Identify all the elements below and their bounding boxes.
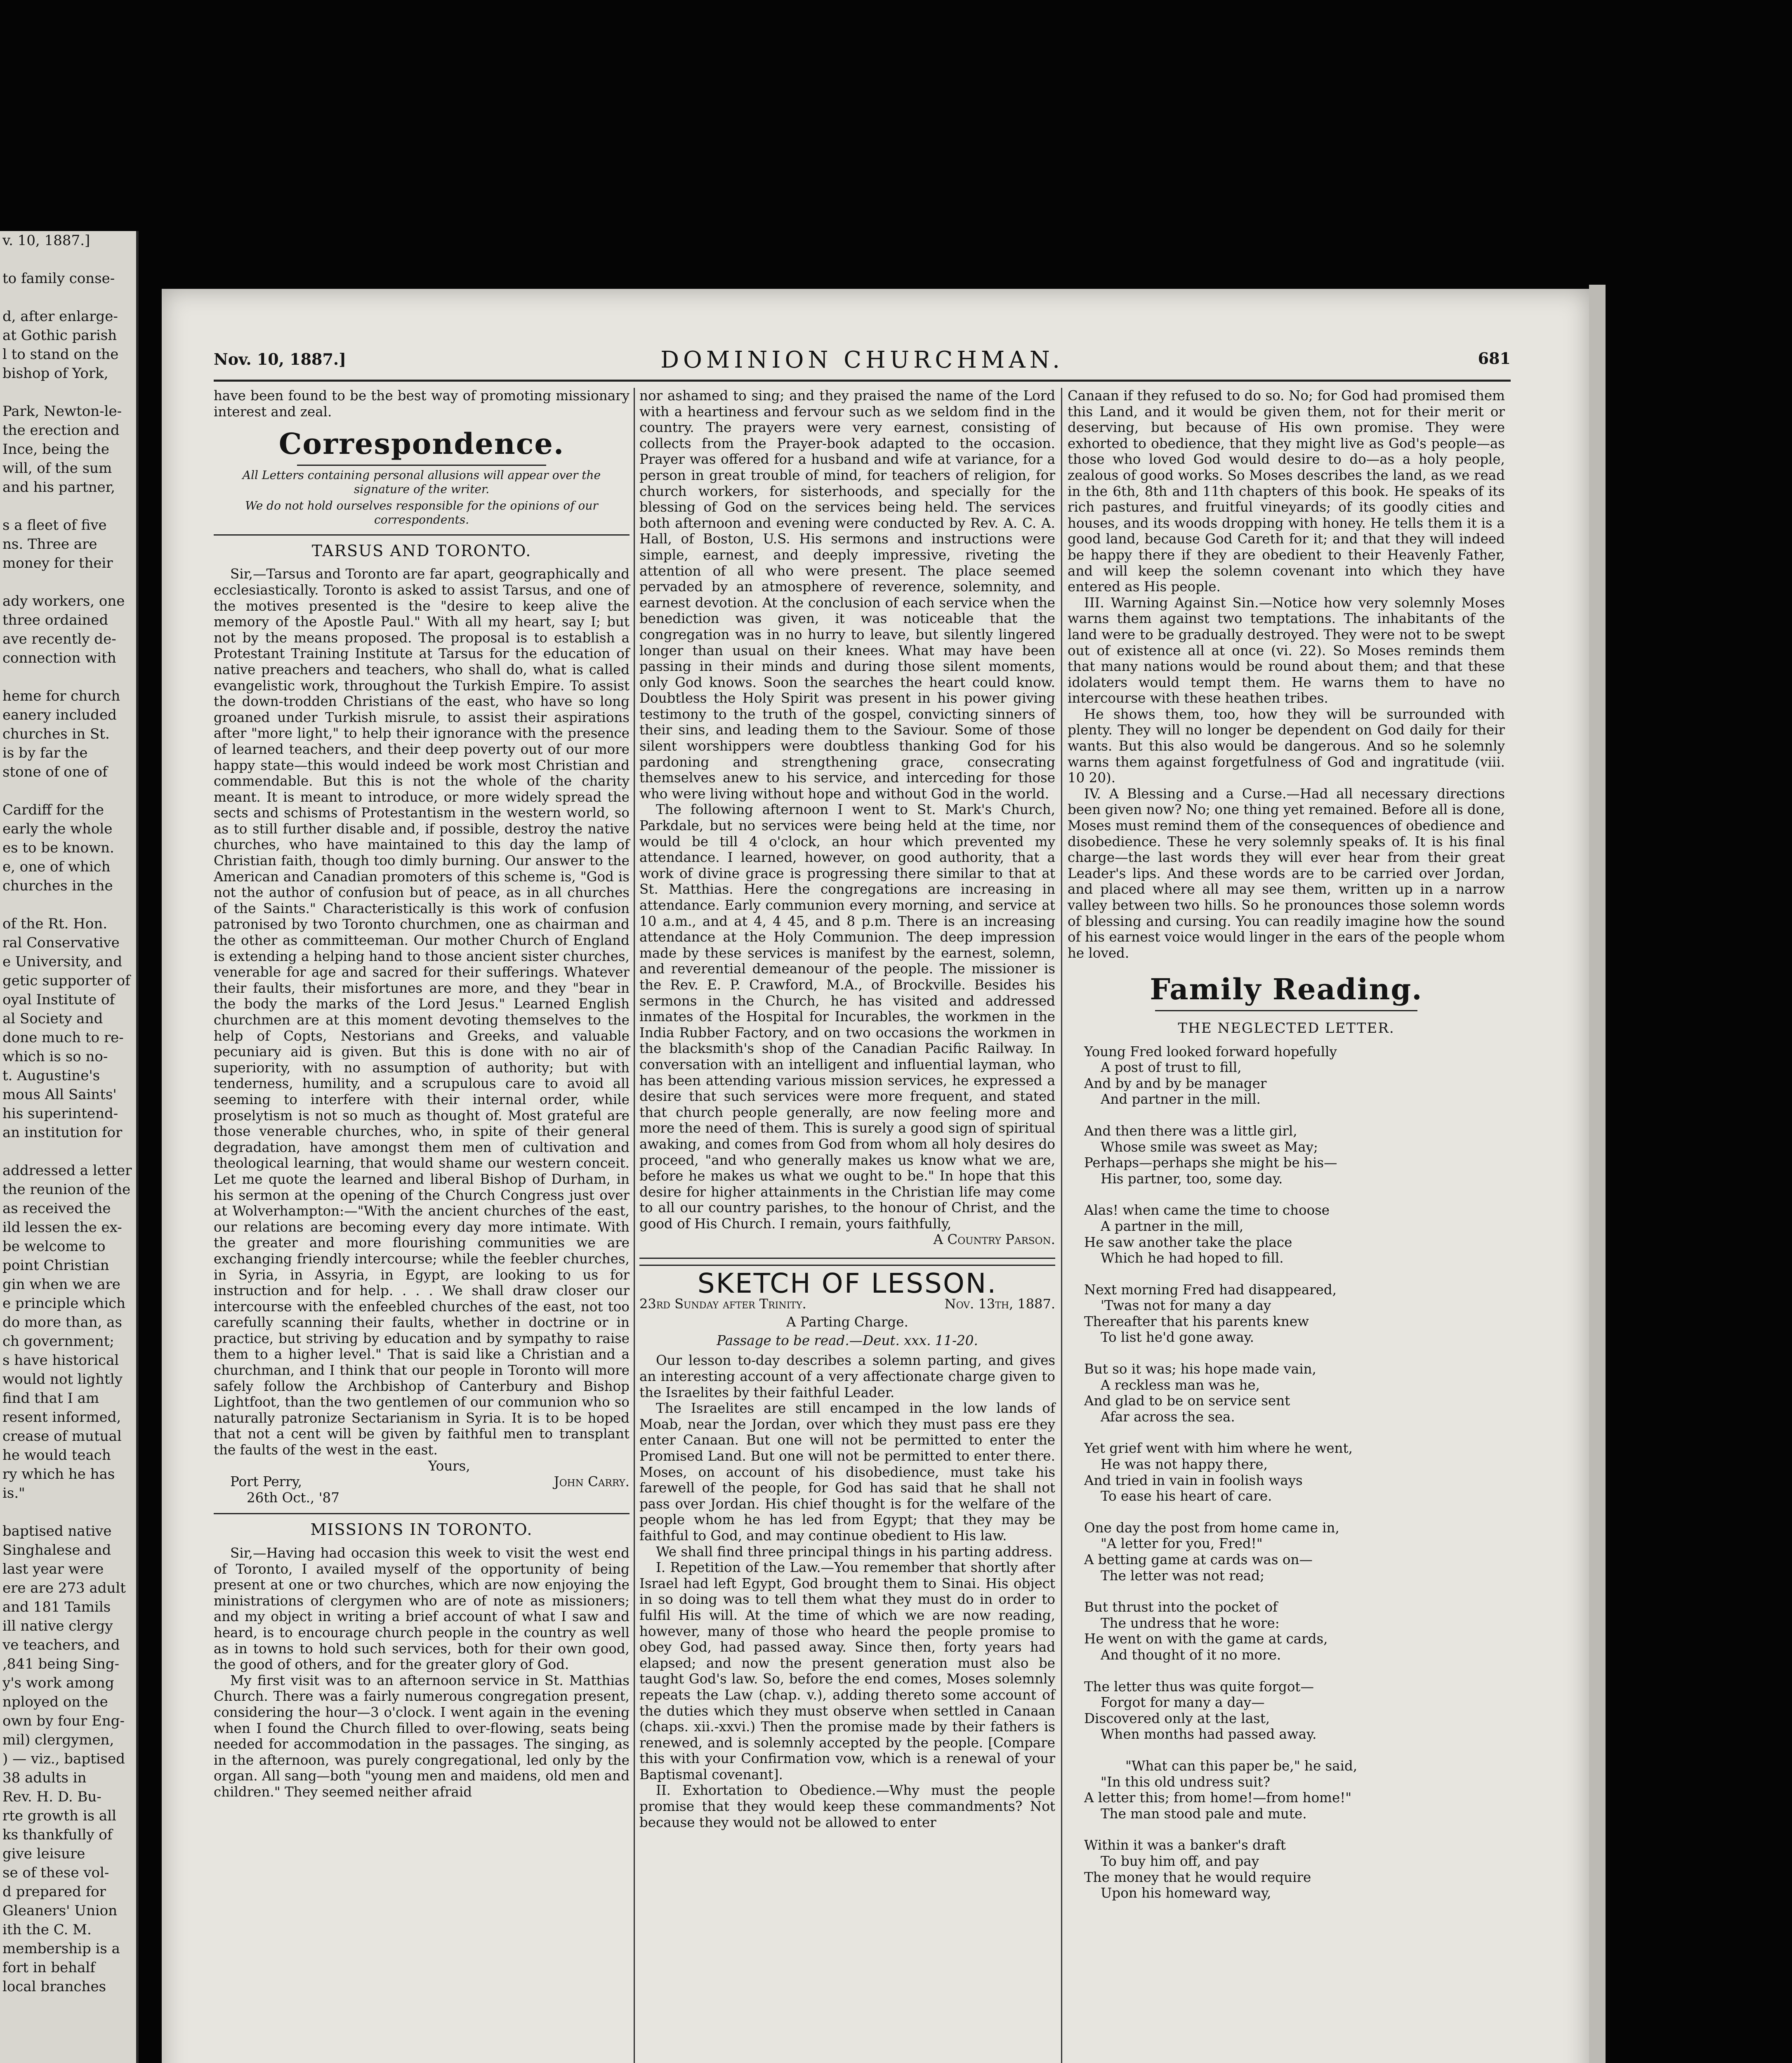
poem-line: Upon his homeward way, xyxy=(1101,1885,1271,1901)
text-fragment: e, one of which xyxy=(2,859,111,875)
text-fragment: of the Rt. Hon. xyxy=(2,916,108,932)
text-fragment: his superintend- xyxy=(2,1105,118,1122)
column-3 xyxy=(1068,388,1505,1901)
poem-line: And partner in the mill. xyxy=(1101,1091,1261,1107)
letter-date: 26th Oct., '87 xyxy=(247,1489,340,1506)
text-fragment: getic supporter of xyxy=(2,972,130,989)
fragment-gap xyxy=(0,1142,136,1161)
text-fragment: l to stand on the xyxy=(2,346,119,363)
text-fragment: ) — viz., baptised xyxy=(2,1751,125,1767)
newspaper-page xyxy=(162,289,1589,2063)
fragment-gap xyxy=(0,895,136,914)
lesson-text: Canaan if they refused to do so. No; for God had promised them this Land, and it would be given them, not for their merit or deserving, but because of His own promise. They were exhorted to obedience, that they might live as God's people—as those who loved God would desire to do—as a holy people, zealous of good works. So Moses describes the land, as we read in the 6th, 8th and 11th chapters of this book. He speaks of its rich pastures, and fruitful vineyards; of its goodly cities and houses, and its woods dropping with honey. He tells them it is a good land, because God Careth for it; and that they will indeed be happy there if they are obedient to their Heavenly Father, and will keep the solemn covenant into which they have entered as His people. xyxy=(1068,388,1505,595)
text-fragment: early the whole xyxy=(2,821,113,837)
text-fragment: ve teachers, and xyxy=(2,1637,120,1653)
editor-note: We do not hold ourselves responsible for the opinions of our correspondents. xyxy=(245,498,598,526)
text-fragment: done much to re- xyxy=(2,1029,124,1046)
text-fragment: heme for church xyxy=(2,688,120,704)
poem-line: And thought of it no more. xyxy=(1101,1647,1281,1663)
text-fragment: churches in St. xyxy=(2,726,110,742)
poem-line: And then there was a little girl, xyxy=(1084,1123,1297,1139)
separator xyxy=(214,1513,630,1514)
poem-line: "What can this paper be," he said, xyxy=(1125,1758,1358,1774)
text-fragment: Park, Newton-le- xyxy=(2,403,122,420)
text-fragment: is." xyxy=(2,1485,25,1501)
text-fragment: bishop of York, xyxy=(2,365,108,382)
family-reading-heading: Family Reading. xyxy=(1150,972,1423,1007)
text-fragment: d prepared for xyxy=(2,1884,106,1900)
text-fragment: ns. Three are xyxy=(2,536,97,552)
poem-line: He saw another take the place xyxy=(1084,1234,1292,1250)
text-fragment: will, of the sum xyxy=(2,460,112,477)
poem-line: A betting game at cards was on— xyxy=(1084,1552,1313,1567)
heading-underline xyxy=(297,465,547,466)
text-fragment: give leisure xyxy=(2,1846,85,1862)
poem-line: Young Fred looked forward hopefully xyxy=(1084,1043,1337,1060)
poem-line: He went on with the game at cards, xyxy=(1084,1631,1328,1647)
fragment-gap xyxy=(0,1503,136,1522)
lesson-text: IV. A Blessing and a Curse.—Had all necessary directions been given now? No; one thing yet remained. Before all is done, Moses must remind them of the consequences of obedience and disobedience. These he very solemnly speaks of. It is his final charge—the last words they will ever hear from their great Leader's lips. And these words are to be carried over Jordan, and placed where all may see them, written up in a narrow valley between two hills. So he pronounces those solemn words of blessing and cursing. You can readily imagine how the sound of his earnest voice would linger in the ears of the people whom he loved. xyxy=(1068,786,1505,961)
lesson-text: The Israelites are still encamped in the low lands of Moab, near the Jordan, over which they must pass ere they enter Canaan. But one will not be permitted to enter the Promised Land. But one will not be permitted to enter there. Moses, on account of his disobedience, must take his farewell of the people, for God has said that he shall not pass over Jordan. His chief thought is for the welfare of the people whom he has led from Egypt; that they may be faithful to God, and may continue obedient to His law. xyxy=(639,1400,1055,1544)
poem-line: Discovered only at the last, xyxy=(1084,1710,1270,1726)
poem-line: One day the post from home came in, xyxy=(1084,1520,1339,1536)
editor-note: All Letters containing personal allusions will appear over the signature of the writer. xyxy=(242,468,601,496)
text-fragment: local branches xyxy=(2,1978,106,1995)
text-fragment: es to be known. xyxy=(2,840,114,856)
text-fragment: as received the xyxy=(2,1200,111,1217)
letter-signature: A Country Parson. xyxy=(933,1232,1055,1248)
letter-body: Sir,—Tarsus and Toronto are far apart, geographically and ecclesiastically. Toronto is asked to assist Tarsus, and one of the motives presented is the "desire to keep alive the memory of the Apostle Paul." With all my heart, say I; but not by the means proposed. The proposal is to establish a Protestant Training Institute at Tarsus for the education of native preachers and teachers, who shall do, what is called evangelistic work, throughout the Turkish Empire. To assist the down-trodden Christians of the east, who have so long groaned under Turkish misrule, to assist their aspirations after "more light," to help their ignorance with the presence of learned teachers, and their deep poverty out of our more happy state—this would indeed be work most Christian and commendable. But this is not the whole of the charity meant. It is meant to introduce, or more widely spread the sects and schisms of Protestantism in the western world, so as to still further disable and, if possible, destroy the native churches, who have maintained to this day the lamp of Christian faith, though too dimly burning. Our answer to the American and Canadian promoters of this scheme is, "God is not the author of confusion but of peace, as in all churches of the Saints." Characteristically is this work of confusion patronised by two Toronto churchmen, one as chairman and the other as committeeman. Our mother Church of England is extending a helping hand to those ancient sister churches, venerable for age and sacred for their sufferings. Whatever their faults, their misfortunes are more, and they "bear in the body the marks of the Lord Jesus." Learned English churchmen are at this moment devoting themselves to the help of Copts, Nestorians and Greeks, and valuable pecuniary aid is given. But this is done with no air of superiority, with no assumption of authority; but with tenderness, humility, and a scrupulous care to avoid all seeming to interfere with their internal order, while proselytism is not so much as thought of. Most grateful are those venerable churches, who, in spite of their general degradation, have amongst them men of cultivation and theological learning, that would shame our western conceit. Let me quote the learned and liberal Bishop of Durham, in his sermon at the opening of the Church Congress just over at Wolverhampton:—"With the ancient churches of the east, our relations are becoming every day more intimate. With the greater and more flourishing communities we are exchanging friendly intercourse; while the feebler churches, in Syria, in Assyria, in Egypt, are looking to us for instruction and for help. . . . We shall draw closer our intercourse with the enfeebled churches of the east, not too carefully scanning their faults, whether in doctrine or in practice, but striving by education and by sympathy to raise them to a higher level." That is said like a Christian and a churchman, and I think that our people in Toronto will more safely follow the Archbishop of Canterbury and Bishop Lightfoot, than the two gentlemen of our communion who so naturally patronize Sectarianism in Syria. It is to be hoped that not a cent will be given by faithful men to transplant the faults of the west in the east. xyxy=(214,566,630,1458)
column-divider xyxy=(1061,388,1062,2063)
fragment-gap xyxy=(0,781,136,800)
text-fragment: money for their xyxy=(2,555,113,571)
stanza-break xyxy=(1068,1345,1505,1361)
text-fragment: ,841 being Sing- xyxy=(2,1656,120,1672)
stanza-break xyxy=(1068,1584,1505,1599)
stanza-break xyxy=(1068,1425,1505,1440)
column-1 xyxy=(214,388,630,1800)
correspondence-heading: Correspondence. xyxy=(278,427,565,461)
text-fragment: ave recently de- xyxy=(2,631,116,647)
poem-line: Within it was a banker's draft xyxy=(1084,1837,1286,1853)
text-fragment: membership is a xyxy=(2,1940,120,1957)
poem-line: When months had passed away. xyxy=(1101,1726,1317,1742)
text-fragment: Rev. H. D. Bu- xyxy=(2,1789,101,1805)
letter-place: Port Perry, xyxy=(230,1474,302,1490)
letter-signature xyxy=(214,1474,630,1490)
text-fragment: point Christian xyxy=(2,1257,109,1274)
letter-date-line xyxy=(214,1490,630,1506)
letter-body: My first visit was to an afternoon service in St. Matthias Church. There was a fairly numerous congregation present, considering the hour—3 o'clock. I went again in the evening when I found the Church filled to over-flowing, seats being needed for accommodation in the passages. The singing, as in the afternoon, was purely congregational, led only by the organ. All sang—both "young men and maidens, old men and children." They seemed neither afraid xyxy=(214,1672,630,1800)
stanza-break xyxy=(1068,1187,1505,1202)
text-fragment: do more than, as xyxy=(2,1314,122,1331)
poem-line: His partner, too, some day. xyxy=(1101,1171,1283,1187)
poem xyxy=(1068,1044,1505,1901)
page-edge xyxy=(1589,285,1606,2063)
letter-body: nor ashamed to sing; and they praised the name of the Lord with a heartiness and fervour such as we seldom find in the country. The prayers were very earnest, consisting of collects from the Prayer-book adapted to the occasion. Prayer was offered for a husband and wife at variance, for a person in great trouble of mind, for teachers of religion, for church workers, for sisterhoods, and specially for the blessing of God on the services being held. The services both afternoon and evening were conducted by Rev. A. C. A. Hall, of Boston, U.S. His sermons and instructions were simple, earnest, and deeply impressive, riveting the attention of all who were present. The place seemed pervaded by an atmosphere of reverence, solemnity, and earnest devotion. At the conclusion of each service when the benediction was given, it was noticeable that the congregation was in no hurry to leave, but silently lingered longer than usual on their knees. What may have been passing in their minds and during those silent moments, only God knows. Soon the searches the heart could know. Doubtless the Holy Spirit was present in his power giving testimony to the truth of the gospel, convicting sinners of their sins, and leading them to the Saviour. Some of those silent worshippers were doubtless thanking God for his pardoning and strengthening grace, consecrating themselves anew to his service, and interceding for those who were living without hope and without God in the world. xyxy=(639,388,1055,802)
poem-line: Forgot for many a day— xyxy=(1101,1695,1265,1711)
page-number: 681 xyxy=(1478,349,1511,368)
text-fragment: to family conse- xyxy=(2,270,115,287)
text-fragment: mous All Saints' xyxy=(2,1086,117,1103)
text-fragment: ere are 273 adult xyxy=(2,1580,126,1596)
text-fragment: nployed on the xyxy=(2,1694,108,1710)
letter-title: MISSIONS IN TORONTO. xyxy=(310,1520,533,1539)
poem-line: "A letter for you, Fred!" xyxy=(1101,1536,1263,1552)
text-fragment: ady workers, one xyxy=(2,593,125,609)
lesson-passage: Passage to be read.—Deut. xxx. 11-20. xyxy=(717,1332,978,1348)
poem-line: The man stood pale and mute. xyxy=(1101,1806,1307,1822)
text-fragment: find that I am xyxy=(2,1390,99,1407)
text-fragment: own by four Eng- xyxy=(2,1713,125,1729)
intro-text: have been found to be the best way of promoting missionary interest and zeal. xyxy=(214,388,630,420)
poem-line: Alas! when came the time to choose xyxy=(1084,1202,1330,1218)
poem-line: And glad to be on service sent xyxy=(1084,1393,1290,1409)
poem-line: Perhaps—perhaps she might be his— xyxy=(1084,1155,1337,1171)
text-fragment: rte growth is all xyxy=(2,1808,116,1824)
text-fragment: gin when we are xyxy=(2,1276,120,1293)
text-fragment: oyal Institute of xyxy=(2,991,115,1008)
poem-line: A letter this; from home!—from home!" xyxy=(1084,1790,1352,1806)
text-fragment: se of these vol- xyxy=(2,1865,109,1881)
stanza-break xyxy=(1068,1266,1505,1282)
text-fragment: stone of one of xyxy=(2,764,108,780)
poem-line: But so it was; his hope made vain, xyxy=(1084,1361,1316,1377)
poem-line: The letter thus was quite forgot— xyxy=(1084,1678,1314,1695)
fragment-gap xyxy=(0,383,136,402)
lesson-text: He shows them, too, how they will be surrounded with plenty. They will no longer be dependent on God daily for their wants. But this also would be dangerous. And so he solemnly warns them against forgetfulness of God and ingratitude (viii. 10 20). xyxy=(1068,706,1505,786)
lesson-date: Nov. 13th, 1887. xyxy=(944,1296,1055,1312)
text-fragment: s a fleet of five xyxy=(2,517,107,533)
poem-line: Yet grief went with him where he went, xyxy=(1084,1440,1353,1456)
text-fragment: s have historical xyxy=(2,1352,119,1369)
text-fragment: an institution for xyxy=(2,1124,123,1141)
fragment-gap xyxy=(0,668,136,687)
poem-line: To list he'd gone away. xyxy=(1101,1329,1254,1345)
text-fragment: the reunion of the xyxy=(2,1181,131,1198)
closing-word: Yours, xyxy=(428,1458,470,1474)
ornamental-rule xyxy=(639,1258,1055,1266)
text-fragment: addressed a letter xyxy=(2,1162,132,1179)
poem-line: "In this old undress suit? xyxy=(1101,1774,1271,1790)
text-fragment: resent informed, xyxy=(2,1409,121,1426)
poem-line: And by and by be manager xyxy=(1084,1075,1267,1091)
text-fragment: v. 10, 1887.] xyxy=(2,232,90,249)
text-fragment: ral Conservative xyxy=(2,935,120,951)
lesson-text: Our lesson to-day describes a solemn parting, and gives an interesting account of a very affectionate charge given to the Israelites by their faithful Leader. xyxy=(639,1353,1055,1400)
poem-line: To ease his heart of care. xyxy=(1101,1488,1272,1504)
poem-line: Which he had hoped to fill. xyxy=(1101,1250,1284,1266)
poem-line: But thrust into the pocket of xyxy=(1084,1599,1278,1615)
stanza-break xyxy=(1068,1822,1505,1837)
text-fragment: baptised native xyxy=(2,1523,112,1539)
poem-line: 'Twas not for many a day xyxy=(1101,1298,1271,1314)
header-date: Nov. 10, 1887.] xyxy=(214,350,347,368)
poem-line: A post of trust to fill, xyxy=(1101,1060,1242,1076)
lesson-heading: SKETCH OF LESSON. xyxy=(697,1268,997,1300)
text-fragment: e principle which xyxy=(2,1295,126,1312)
text-fragment: eanery included xyxy=(2,707,117,723)
lesson-sunday: 23rd Sunday after Trinity. xyxy=(639,1296,806,1312)
text-fragment: three ordained xyxy=(2,612,108,628)
heading-underline xyxy=(1155,1010,1417,1011)
text-fragment: ill native clergy xyxy=(2,1618,113,1634)
poem-line: And tried in vain in foolish ways xyxy=(1084,1472,1303,1488)
poem-line: Afar across the sea. xyxy=(1101,1409,1235,1425)
letter-author: John Carry. xyxy=(554,1474,630,1490)
lesson-text: III. Warning Against Sin.—Notice how very solemnly Moses warns them against two temptations. The inhabitants of the land were to be gradually destroyed. They were not to be swept out of existence all at once (vi. 22). So Moses reminds them that many nations would be round about them; and that these idolaters would tempt them. He warns them to have no intercourse with these heathen tribes. xyxy=(1068,595,1505,706)
text-fragment: ith the C. M. xyxy=(2,1921,92,1938)
fragment-gap xyxy=(0,250,136,269)
text-fragment: the erection and xyxy=(2,422,120,439)
text-fragment: connection with xyxy=(2,650,116,666)
poem-line: Thereafter that his parents knew xyxy=(1084,1313,1309,1329)
separator xyxy=(214,534,630,536)
text-fragment: which is so no- xyxy=(2,1048,108,1065)
text-fragment: would not lightly xyxy=(2,1371,123,1388)
poem-line: The money that he would require xyxy=(1084,1869,1311,1885)
poem-line: The letter was not read; xyxy=(1101,1567,1265,1584)
letter-closing xyxy=(214,1458,630,1474)
text-fragment: is by far the xyxy=(2,745,88,761)
letter-body: The following afternoon I went to St. Mark's Church, Parkdale, but no services were being held at the time, nor would be till 4 o'clock, an hour which prevented my attendance. I learned, however, on good authority, that a work of divine grace is progressing there similar to that at St. Matthias. Here the congregations are increasing in attendance. Early communion every morning, and service at 10 a.m., and at 4, 4 45, and 8 p.m. There is an increasing attendance at the Holy Communion. The deep impression made by these services is manifest by the earnest, solemn, and reverential demeanour of the people. The missioner is the Rev. E. P. Crawford, M.A., of Brockville. Besides his sermons in the Church, he has visited and addressed inmates of the Hospital for Incurables, the workmen in the India Rubber Factory, and on two occasions the workmen in the blacksmith's shop of the Canadian Pacific Railway. In conversation with an intelligent and influential layman, who has been attending various mission services, he expressed a desire that such services were more frequent, and stated that church people generally, are now feeling more and more the need of them. This is surely a good sign of spiritual awaking, and comes from God from whom all holy desires do proceed, "and who generally makes us know what we are, before he makes us what we ought to be." In hope that this desire for higher attainments in the Christian life may come to all our country parishes, to the honour of Christ, and the good of His Church. I remain, yours faithfully, xyxy=(639,802,1055,1232)
letter-title: TARSUS AND TORONTO. xyxy=(311,541,532,560)
text-fragment: t. Augustine's xyxy=(2,1067,100,1084)
text-fragment: ild lessen the ex- xyxy=(2,1219,122,1236)
poem-line: Next morning Fred had disappeared, xyxy=(1084,1282,1337,1298)
text-fragment: 38 adults in xyxy=(2,1770,87,1786)
text-fragment: Gleaners' Union xyxy=(2,1902,118,1919)
text-fragment: Singhalese and xyxy=(2,1542,111,1558)
stanza-break xyxy=(1068,1504,1505,1520)
header-rule xyxy=(214,380,1511,382)
stanza-break xyxy=(1068,1663,1505,1679)
text-fragment: e University, and xyxy=(2,954,123,970)
text-fragment: crease of mutual xyxy=(2,1428,122,1445)
text-fragment: Cardiff for the xyxy=(2,802,104,818)
text-fragment: ch government; xyxy=(2,1333,114,1350)
text-fragment: Ince, being the xyxy=(2,441,110,458)
text-fragment: d, after enlarge- xyxy=(2,308,118,325)
column-divider xyxy=(634,388,635,2063)
poem-line: The undress that he wore: xyxy=(1101,1615,1280,1631)
text-fragment: churches in the xyxy=(2,878,113,894)
text-fragment: at Gothic parish xyxy=(2,327,117,344)
text-fragment: ks thankfully of xyxy=(2,1827,113,1843)
text-fragment: and 181 Tamils xyxy=(2,1599,111,1615)
fragment-gap xyxy=(0,497,136,516)
stanza-break xyxy=(1068,1107,1505,1123)
text-fragment: be welcome to xyxy=(2,1238,106,1255)
text-fragment: he would teach xyxy=(2,1447,111,1463)
lesson-text: I. Repetition of the Law.—You remember that shortly after Israel had left Egypt, God brought them to Sinai. His object in so doing was to tell them what they must do in order to fulfil His will. At the time of which we are now reading, however, many of those who heard the people promise to obey God, had passed away. Since then, forty years had elapsed; and now the present generation must also be taught God's law. So, before the end comes, Moses solemnly repeats the Law (chap. v.), adding thereto some account of the duties which they must observe when settled in Canaan (chaps. xii.-xxvi.) Then the promise made by their fathers is renewed, and is solemnly accepted by the people. [Compare this with your Confirmation vow, which is a renewal of your Baptismal covenant]. xyxy=(639,1560,1055,1782)
masthead-title: DOMINION CHURCHMAN. xyxy=(660,347,1064,373)
text-fragment: last year were xyxy=(2,1561,104,1577)
poem-line: He was not happy there, xyxy=(1101,1456,1268,1473)
previous-page-fragment xyxy=(0,231,139,2063)
text-fragment: al Society and xyxy=(2,1010,103,1027)
fragment-gap xyxy=(0,573,136,592)
poem-title: THE NEGLECTED LETTER. xyxy=(1178,1020,1395,1036)
text-fragment: and his partner, xyxy=(2,479,116,496)
text-fragment: mil) clergymen, xyxy=(2,1732,114,1748)
lesson-text: II. Exhortation to Obedience.—Why must the people promise that they would keep these commandments? Not because they would not be allowed to enter xyxy=(639,1782,1055,1830)
lesson-subtitle: A Parting Charge. xyxy=(786,1314,908,1330)
page-header xyxy=(214,347,1511,375)
lesson-text: We shall find three principal things in his parting address. xyxy=(656,1544,1053,1560)
poem-line: To buy him off, and pay xyxy=(1101,1853,1259,1869)
poem-line: A reckless man was he, xyxy=(1101,1377,1260,1393)
column-2 xyxy=(639,388,1055,1830)
text-fragment: fort in behalf xyxy=(2,1959,95,1976)
text-fragment: y's work among xyxy=(2,1675,114,1691)
text-fragment: ry which he has xyxy=(2,1466,115,1482)
poem-line: A partner in the mill, xyxy=(1101,1218,1244,1234)
fragment-gap xyxy=(0,288,136,307)
stanza-break xyxy=(1068,1742,1505,1758)
letter-body: Sir,—Having had occasion this week to visit the west end of Toronto, I availed myself of the opportunity of being present at one or two churches, which are now enjoying the ministrations of clergymen who are of note as missioners; and my object in writing a brief account of what I saw and heard, is to encourage church people in the country as well as in towns to hold such services, both for their own good, the good of others, and for the greater glory of God. xyxy=(214,1545,630,1673)
poem-line: Whose smile was sweet as May; xyxy=(1101,1139,1318,1155)
